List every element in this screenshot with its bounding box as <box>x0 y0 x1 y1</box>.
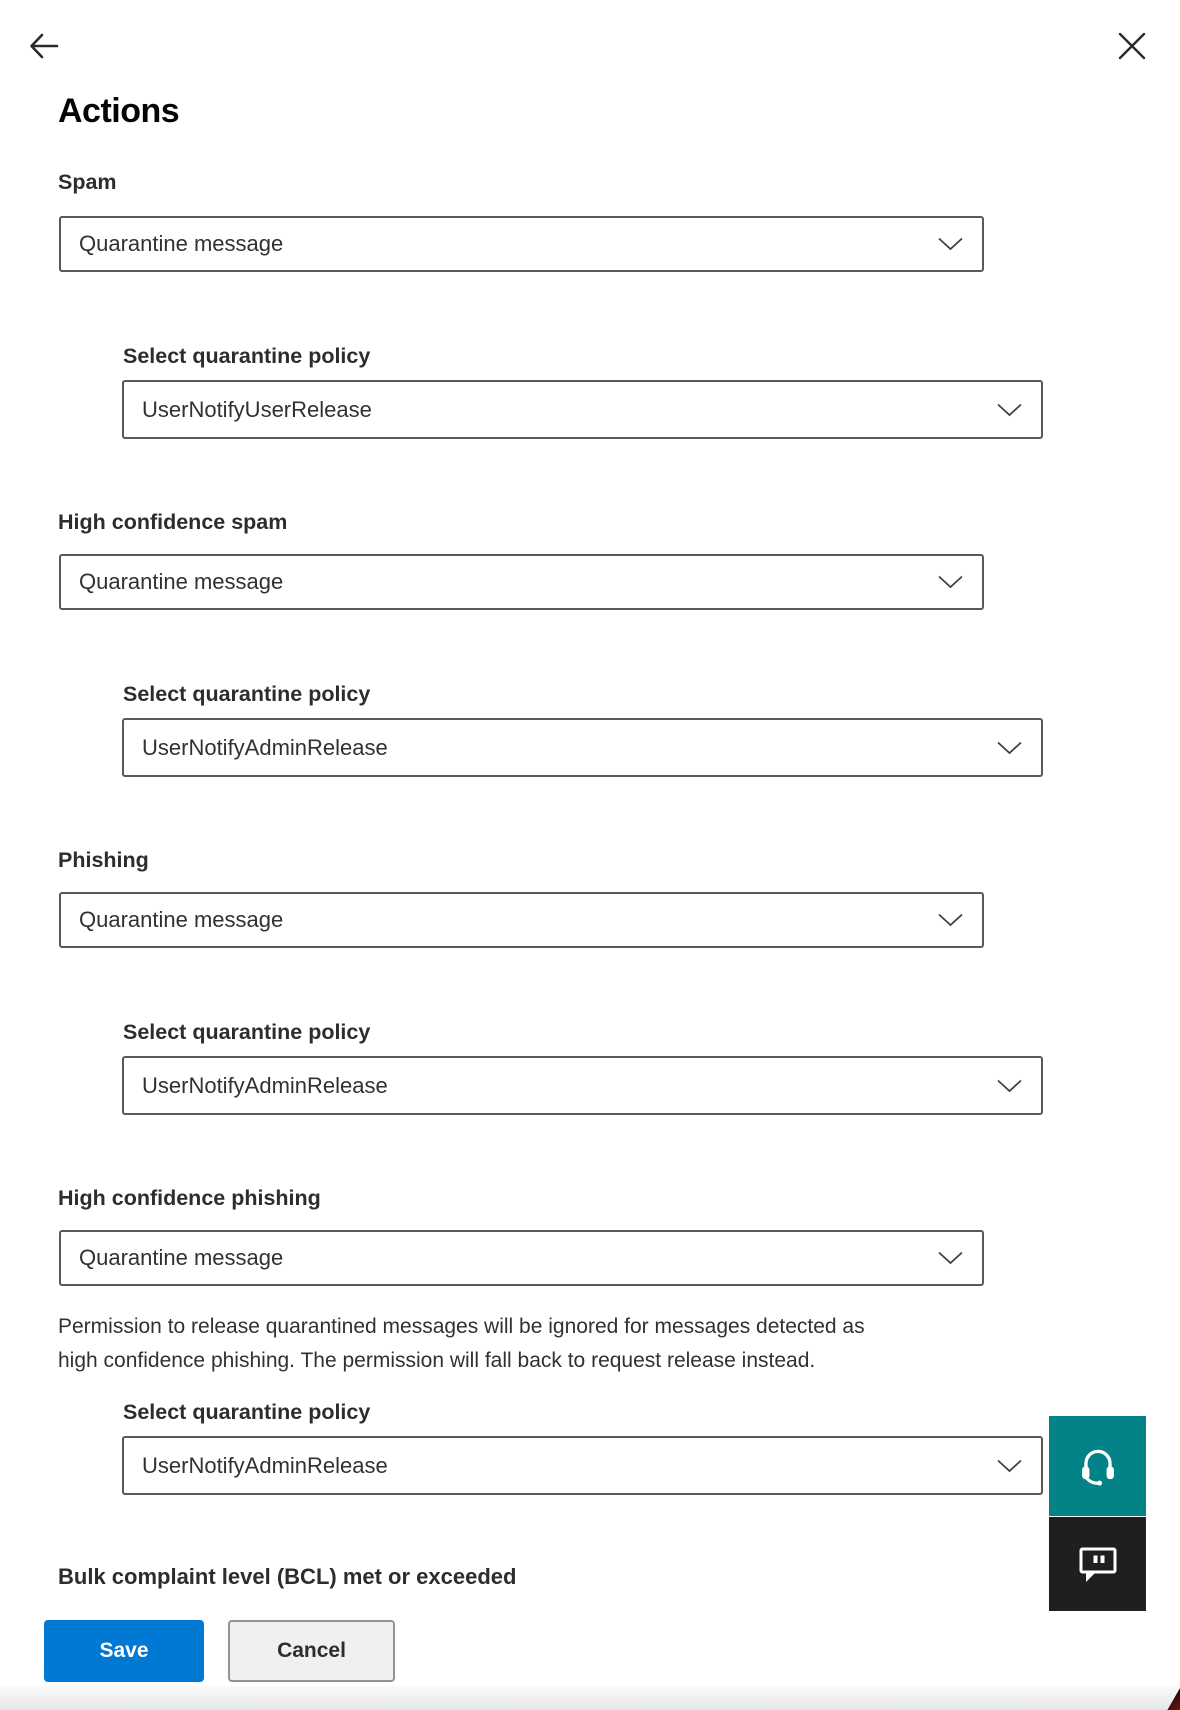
note-line: Permission to release quarantined messages will be ignored for messages detected as <box>58 1315 865 1338</box>
arrow-left-icon <box>27 29 61 63</box>
section-label-high-confidence-phishing: High confidence phishing <box>58 1186 321 1210</box>
feedback-button[interactable] <box>1049 1517 1146 1611</box>
high-confidence-spam-action-dropdown[interactable] <box>59 554 984 610</box>
chevron-down-icon <box>938 576 963 589</box>
policy-label-phishing: Select quarantine policy <box>123 1020 371 1044</box>
phishing-action-dropdown[interactable] <box>59 892 984 948</box>
chevron-down-icon <box>938 1252 963 1265</box>
chevron-down-icon <box>997 741 1022 754</box>
policy-label-high-confidence-spam: Select quarantine policy <box>123 682 371 706</box>
spam-action-dropdown[interactable] <box>59 216 984 272</box>
close-button[interactable] <box>1112 26 1152 66</box>
chevron-down-icon <box>997 1079 1022 1092</box>
note-line: high confidence phishing. The permission will fall back to request release instead. <box>58 1349 816 1372</box>
high-confidence-spam-quarantine-policy-dropdown[interactable] <box>122 718 1043 777</box>
high-confidence-phishing-action-dropdown[interactable] <box>59 1230 984 1286</box>
section-label-spam: Spam <box>58 170 117 194</box>
page-title: Actions <box>58 92 180 130</box>
dropdown-value: UserNotifyAdminRelease <box>142 734 388 760</box>
chevron-down-icon <box>938 914 963 927</box>
cancel-button[interactable]: Cancel <box>228 1620 395 1682</box>
back-button[interactable] <box>24 26 64 66</box>
dropdown-value: Quarantine message <box>79 1245 284 1270</box>
dropdown-value: Quarantine message <box>79 907 284 932</box>
feedback-chat-icon <box>1076 1542 1120 1586</box>
chevron-down-icon <box>938 238 963 251</box>
high-confidence-phishing-quarantine-policy-dropdown[interactable] <box>122 1436 1043 1495</box>
help-button[interactable] <box>1049 1416 1146 1516</box>
dropdown-value: UserNotifyAdminRelease <box>142 1072 388 1098</box>
dropdown-value: Quarantine message <box>79 231 284 256</box>
page-bottom-strip <box>0 1686 1180 1710</box>
section-label-bulk-complaint: Bulk complaint level (BCL) met or exceeded <box>58 1564 517 1589</box>
section-label-high-confidence-spam: High confidence spam <box>58 510 288 534</box>
section-label-phishing: Phishing <box>58 848 149 872</box>
dropdown-value: UserNotifyAdminRelease <box>142 1452 388 1478</box>
policy-label-spam: Select quarantine policy <box>123 344 371 368</box>
dropdown-value: Quarantine message <box>79 569 284 594</box>
dropdown-value: UserNotifyUserRelease <box>142 396 372 422</box>
chevron-down-icon <box>997 403 1022 416</box>
policy-label-high-confidence-phishing: Select quarantine policy <box>123 1400 371 1424</box>
chevron-down-icon <box>997 1459 1022 1472</box>
phishing-quarantine-policy-dropdown[interactable] <box>122 1056 1043 1115</box>
spam-quarantine-policy-dropdown[interactable] <box>122 380 1043 439</box>
high-confidence-phishing-note <box>58 1310 1058 1378</box>
bulk-complaint-section-clipped <box>58 1558 758 1589</box>
headset-icon <box>1075 1443 1121 1489</box>
save-button[interactable]: Save <box>44 1620 204 1682</box>
close-icon <box>1118 32 1146 60</box>
